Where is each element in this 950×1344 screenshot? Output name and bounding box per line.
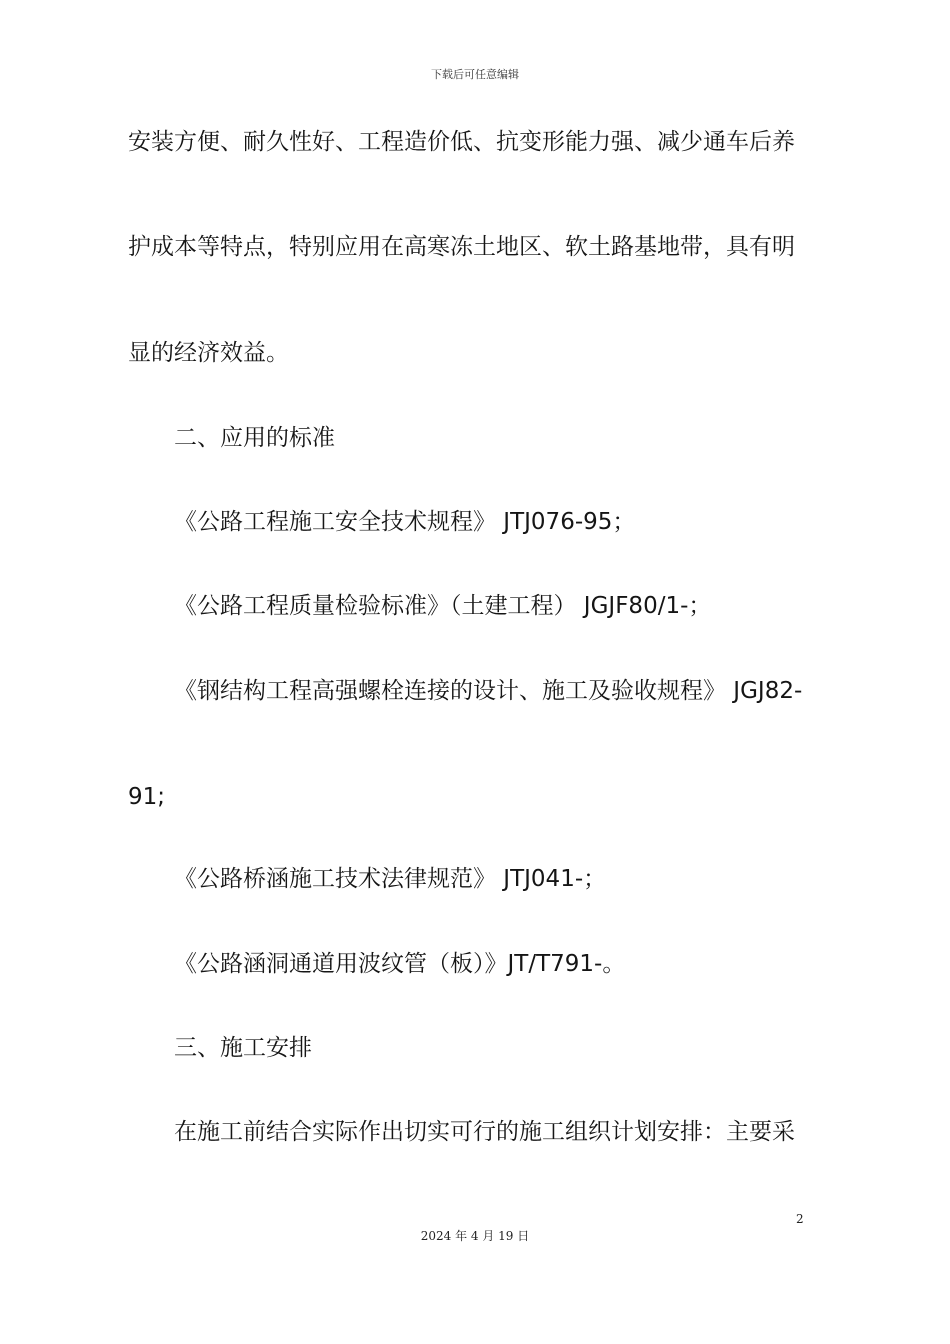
paragraph-line: 显的经济效益。 xyxy=(128,340,289,366)
paragraph-line: 在施工前结合实际作出切实可行的施工组织计划安排：主要采 xyxy=(174,1119,795,1145)
standard-item-continuation: 91; xyxy=(128,784,166,810)
standard-item: 《公路涵洞通道用波纹管（板）》JT/T791-。 xyxy=(174,951,626,977)
section-heading: 三、施工安排 xyxy=(174,1035,312,1061)
standard-item: 《钢结构工程高强螺栓连接的设计、施工及验收规程》 JGJ82- xyxy=(174,678,803,704)
footer-date: 2024 年 4 月 19 日 xyxy=(420,1229,530,1243)
standard-item: 《公路工程施工安全技术规程》 JTJ076-95； xyxy=(174,509,636,535)
section-heading: 二、应用的标准 xyxy=(174,425,335,451)
page-number: 2 xyxy=(796,1212,804,1226)
standard-item: 《公路工程质量检验标准》（土建工程） JGJF80/1-； xyxy=(174,593,712,619)
standard-item: 《公路桥涵施工技术法律规范》 JTJ041-； xyxy=(174,866,607,892)
page-header: 下载后可任意编辑 xyxy=(431,68,519,81)
paragraph-line: 安装方便、耐久性好、工程造价低、抗变形能力强、减少通车后养 xyxy=(128,129,795,155)
paragraph-line: 护成本等特点，特别应用在高寒冻土地区、软土路基地带，具有明 xyxy=(128,234,795,260)
